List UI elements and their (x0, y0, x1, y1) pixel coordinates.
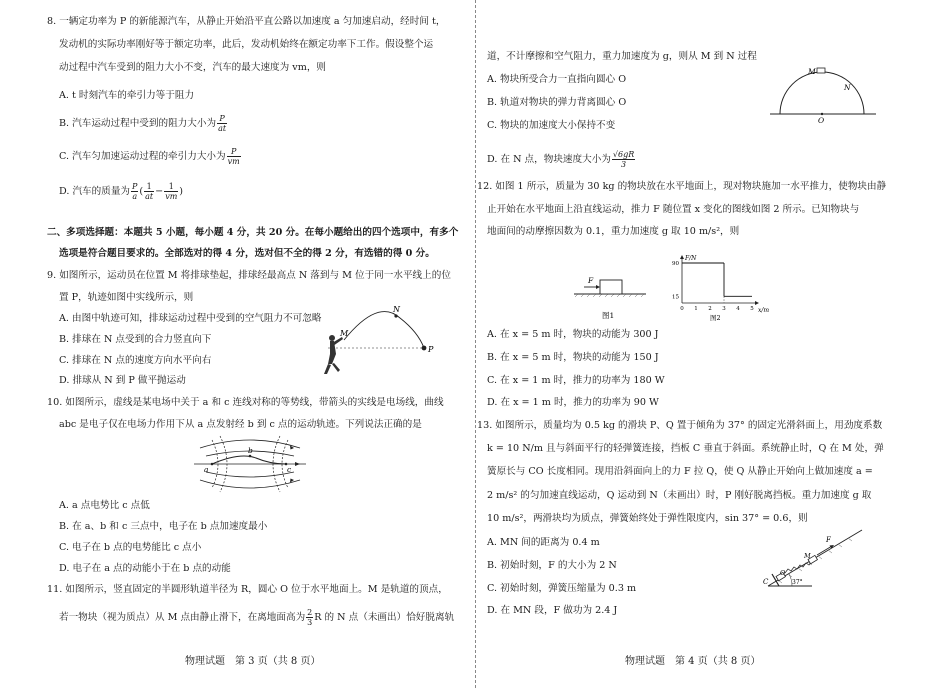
chart-x-tick-3: 3 (722, 306, 726, 312)
q9-option-b: B. 排球在 N 点受到的合力竖直向下 (59, 334, 212, 345)
q11-stem-line3: 道，不计摩擦和空气阻力，重力加速度为 g，则从 M 到 N 过程 (487, 51, 757, 62)
q9-stem-line1: 9. 如图所示，运动员在位置 M 将排球垫起，排球经最高点 N 落到与 M 位于同一水平线上的位 (47, 270, 451, 281)
q9-option-d: D. 排球从 N 到 P 做平抛运动 (59, 375, 186, 386)
chart-x-tick-0: 0 (680, 306, 684, 312)
q9-option-c: C. 排球在 N 点的速度方向水平向右 (59, 355, 212, 366)
right-page-footer: 物理试题 第 4 页（共 8 页） (625, 656, 761, 667)
q11-option-d: D. 在 N 点，物块速度大小为 $\frac{√6gR}{3}$ (487, 150, 635, 169)
q11-option-b: B. 轨道对物块的弹力背离圆心 O (487, 97, 627, 108)
section-2-heading-line1: 二、多项选择题：本题共 5 小题，每小题 4 分，共 20 分。在每小题给出的四个选项中，有多个 (47, 227, 459, 238)
q11-stem-line2: 若一物块（视为质点）从 M 点由静止滑下，在离地面高为 $\frac{2}{3}$ R 的 N 点（未画出）恰好脱离轨 (59, 608, 455, 627)
chart-y-tick-90: 90 (672, 261, 679, 267)
q9-option-a: A. 由图中轨迹可知，排球运动过程中受到的空气阻力不可忽略 (59, 313, 322, 324)
q10-option-b: B. 在 a、b 和 c 三点中，电子在 b 点加速度最小 (59, 521, 268, 532)
q9-stem-line2: 置 P，轨迹如图中实线所示，则 (59, 292, 194, 303)
q9-label-m: M (340, 329, 349, 338)
q13-option-d: D. 在 MN 段，F 做功为 2.4 J (487, 605, 618, 616)
q10-label-b: b (248, 446, 253, 455)
q12-stem-line2: 止开始在水平地面上沿直线运动，推力 F 随位置 x 变化的图线如图 2 所示。已知物块与 (487, 204, 860, 215)
chart-x-tick-2: 2 (708, 306, 712, 312)
q12-figure-1 (572, 268, 652, 324)
q13-option-a: A. MN 间的距离为 0.4 m (487, 537, 600, 548)
chart-y-tick-15: 15 (672, 294, 679, 301)
q12-option-a: A. 在 x = 5 m 时，物块的动能为 300 J (487, 329, 659, 340)
q8-option-c-fraction: $\frac{P}{vm}$ (227, 147, 240, 166)
q13-angle-label: 37° (792, 579, 803, 586)
q8-stem-line3: 动过程中汽车受到的阻力大小不变，汽车的最大速度为 vm，则 (59, 62, 327, 73)
q13-label-f: F (826, 536, 831, 544)
q10-electric-field-figure (190, 434, 310, 494)
q8-option-d: D. 汽车的质量为 $\frac{P}{a}$ ( $\frac{1}{at}$ − $\frac{1}{vm}$ ) (59, 182, 184, 201)
q10-label-c: c (287, 465, 292, 474)
q11-option-a: A. 物块所受合力一直指向圆心 O (487, 74, 627, 85)
q8-option-b (59, 112, 228, 136)
chart-x-tick-4: 4 (736, 306, 740, 312)
q11-fraction-two-thirds: $\frac{2}{3}$ (307, 608, 313, 627)
chart-x-ticks (680, 306, 754, 312)
chart-guide-lines (682, 263, 724, 303)
q12-fig1-caption: 图1 (602, 311, 615, 320)
q12-stem-line1: 12. 如图 1 所示，质量为 30 kg 的物块放在水平地面上，现对物块施加一水平推力，使物块由静 (477, 181, 887, 192)
chart-x-tick-1: 1 (694, 306, 698, 312)
q8-option-b-fraction: $\frac{P}{at}$ (218, 114, 227, 133)
q11-stem-line1: 11. 如图所示，竖直固定的半圆形轨道半径为 R，圆心 O 位于水平地面上。M 是轨道的顶点， (47, 584, 448, 595)
q13-stem-line2: k = 10 N/m 且与斜面平行的轻弹簧连接，挡板 C 垂直于斜面。系统静止时，Q 在 M 处，弹 (487, 443, 884, 454)
chart-y-ticks (672, 261, 679, 300)
q13-option-c: C. 初始时刻，弹簧压缩量为 0.3 m (487, 583, 637, 594)
q8-option-c-text: C. 汽车匀加速运动过程的牵引力大小为 (59, 151, 226, 162)
q9-volleyball-figure (318, 306, 438, 378)
q11-label-o: O (818, 116, 825, 125)
q11-option-c: C. 物块的加速度大小保持不变 (487, 120, 616, 131)
q13-label-o: O (780, 569, 786, 577)
chart-x-label: x/m (758, 307, 770, 314)
athlete-icon (324, 335, 343, 374)
q13-stem-line1: 13. 如图所示，质量均为 0.5 kg 的滑块 P、Q 置于倾角为 37° 的固定光滑斜面上，用劲度系数 (477, 420, 883, 431)
chart-x-tick-5: 5 (750, 306, 754, 312)
section-2-heading-line2: 选项是符合题目要求的。全部选对的得 4 分，选对但不全的得 2 分，有选错的得 0 分。 (59, 248, 435, 259)
q8-stem-line2: 发动机的实际功率刚好等于额定功率，此后，发动机始终在额定功率下工作。假设整个运 (59, 39, 434, 50)
page-divider (475, 0, 476, 688)
q10-stem-line2: abc 是电子仅在电场力作用下从 a 点发射经 b 到 c 点的运动轨迹。下列说法正确的是 (59, 419, 422, 430)
q13-label-c: C (763, 578, 769, 586)
q12-block (600, 280, 622, 294)
left-page-footer: 物理试题 第 3 页（共 8 页） (185, 656, 321, 667)
q10-option-d: D. 电子在 a 点的动能小于在 b 点的动能 (59, 563, 231, 574)
q13-stem-line4: 2 m/s² 的匀加速直线运动，Q 运动到 N（未画出）时，P 刚好脱离挡板。重力加速度 g 取 (487, 490, 872, 501)
q13-label-m: M (804, 552, 811, 560)
q8-option-d-text: D. 汽车的质量为 (59, 186, 131, 197)
q13-stem-line3: 簧原长与 CO 长度相同。现用沿斜面向上的力 F 拉 Q，使 Q 从静止开始向上做加速度 a = (487, 466, 873, 477)
q10-option-a: A. a 点电势比 c 点低 (59, 500, 150, 511)
q11-label-m: M (808, 67, 816, 76)
q13-stem-line5: 10 m/s²，两滑块均为质点，弹簧始终处于弹性限度内，sin 37° = 0.6，则 (487, 513, 808, 524)
q12-stem-line3: 地面间的动摩擦因数为 0.1，重力加速度 g 取 10 m/s²，则 (487, 226, 740, 237)
q8-stem-line1: 8. 一辆定功率为 P 的新能源汽车，从静止开始沿平直公路以加速度 a 匀加速启动，经时间 t， (47, 16, 446, 27)
q9-label-n: N (393, 305, 400, 314)
q13-incline-figure (762, 530, 872, 592)
q12-option-c: C. 在 x = 1 m 时，推力的功率为 180 W (487, 375, 665, 386)
q13-spring (785, 561, 812, 573)
q12-fig2-caption: 图2 (710, 314, 721, 322)
q9-label-p: P (428, 345, 434, 354)
q10-stem-line1: 10. 如图所示，虚线是某电场中关于 a 和 c 连线对称的等势线，带箭头的实线是电场线，曲线 (47, 397, 444, 408)
q8-option-a: A. t 时刻汽车的牵引力等于阻力 (59, 90, 195, 101)
chart-y-label: F/N (685, 255, 697, 262)
q11-option-d-fraction: $\frac{√6gR}{3}$ (612, 150, 635, 169)
q13-option-b: B. 初始时刻，F 的大小为 2 N (487, 560, 617, 571)
q8-option-b-text: B. 汽车运动过程中受到的阻力大小为 (59, 118, 217, 129)
chart-series (682, 263, 752, 296)
q10-option-c: C. 电子在 b 点的电势能比 c 点小 (59, 542, 202, 553)
q11-semicircle-figure (770, 68, 880, 124)
q10-label-a: a (204, 465, 209, 474)
q12-option-d: D. 在 x = 1 m 时，推力的功率为 90 W (487, 397, 659, 408)
q11-block (817, 68, 825, 73)
q12-fig1-label-f: F (588, 276, 594, 285)
q12-figure-2-chart (664, 252, 774, 322)
q11-label-n: N (844, 83, 851, 92)
q8-option-c (59, 143, 242, 171)
q12-option-b: B. 在 x = 5 m 时，物块的动能为 150 J (487, 352, 659, 363)
